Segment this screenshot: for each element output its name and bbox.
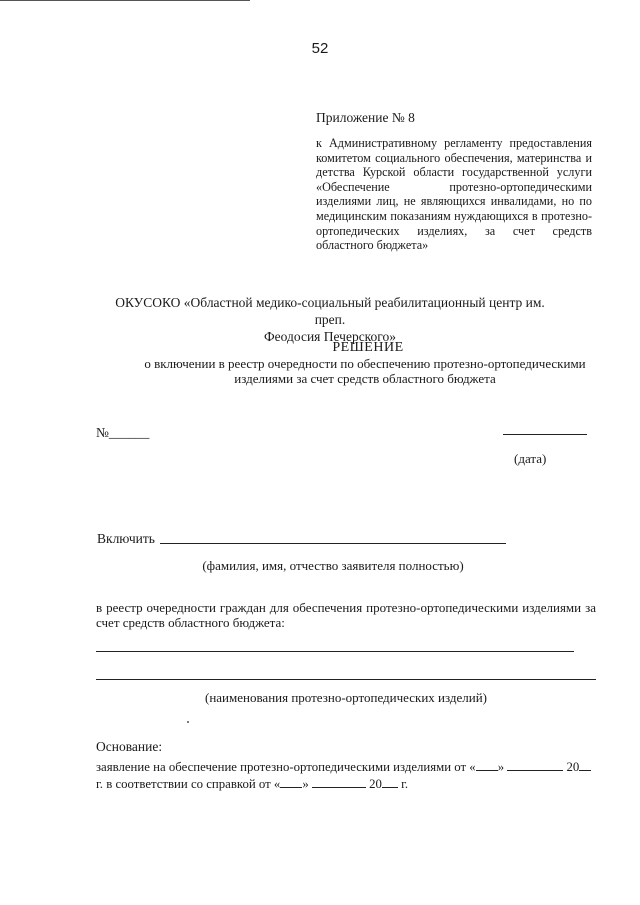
basis-label: Основание: — [96, 739, 163, 754]
date-field-line[interactable] — [503, 434, 587, 435]
date-caption: (дата) — [514, 451, 547, 466]
appendix-line: обеспечения, материнства и детства Курской — [316, 150, 593, 180]
stray-dot — [187, 721, 189, 723]
year-prefix: 20 — [369, 777, 382, 791]
number-field[interactable]: №______ — [96, 425, 150, 440]
decision-subtitle — [120, 356, 610, 386]
certificate-year-field[interactable] — [382, 775, 398, 788]
decision-subtitle-line-2: изделиями за счет средств областного бюджета — [234, 371, 496, 386]
appendix-line: предоставления комитетом социального — [316, 136, 593, 165]
basis-line-2-text: г. в соответствии со справкой от « — [96, 777, 281, 791]
appendix-line: к Административному регламенту — [316, 136, 503, 150]
application-year-field[interactable] — [579, 758, 591, 771]
applicant-name-caption: (фамилия, имя, отчество заявителя полностью) — [202, 558, 464, 573]
organization-name — [110, 294, 550, 345]
top-rule — [0, 0, 250, 1]
quote-close: » — [497, 760, 505, 774]
decision-title: РЕШЕНИЕ — [332, 340, 404, 355]
basis-line-1-text: заявление на обеспечение протезно-ортопедическими изделиями от « — [96, 760, 476, 774]
appendix-line: областного бюджета» — [316, 238, 429, 253]
basis-line-2 — [96, 775, 596, 792]
basis-line-1 — [96, 758, 596, 775]
appendix-title: Приложение № 8 — [316, 110, 415, 125]
products-field-line-1[interactable] — [96, 651, 574, 652]
appendix-text — [316, 136, 592, 253]
page-number: 52 — [311, 40, 329, 57]
appendix-line: ортопедических изделиях, за счет средств — [316, 223, 592, 238]
appendix-line: показаниям нуждающихся в протезно- — [390, 208, 593, 223]
appendix-line: являющихся инвалидами, но по медицинским — [316, 194, 592, 223]
registry-text: в реестр очередности граждан для обеспечения протезно-ортопедическими изделиями за счет средств областного бюджета: — [96, 600, 596, 630]
include-label: Включить — [97, 531, 155, 546]
basis-text — [96, 758, 596, 792]
certificate-day-field[interactable] — [280, 775, 302, 788]
quote-close: » — [302, 777, 309, 791]
year-suffix: г. — [401, 777, 409, 791]
organization-line-1: ОКУСОКО «Областной медико-социальный реабилитационный центр им. преп. — [115, 295, 545, 327]
year-prefix: 20 — [566, 760, 580, 774]
appendix-line: области государственной услуги «Обеспечение — [316, 165, 592, 194]
products-caption: (наименования протезно-ортопедических изделий) — [204, 690, 488, 705]
decision-subtitle-line-1: о включении в реестр очередности по обеспечению протезно-ортопедическими — [144, 356, 586, 371]
products-field-line-2[interactable] — [96, 679, 596, 680]
organization-line-2: Феодосия Печерского» — [263, 329, 397, 344]
certificate-month-field[interactable] — [312, 775, 366, 788]
applicant-name-field[interactable] — [160, 543, 506, 544]
application-month-field[interactable] — [507, 758, 563, 771]
appendix-line: протезно-ортопедическими изделиями лиц, не — [316, 179, 592, 209]
application-day-field[interactable] — [476, 758, 498, 771]
